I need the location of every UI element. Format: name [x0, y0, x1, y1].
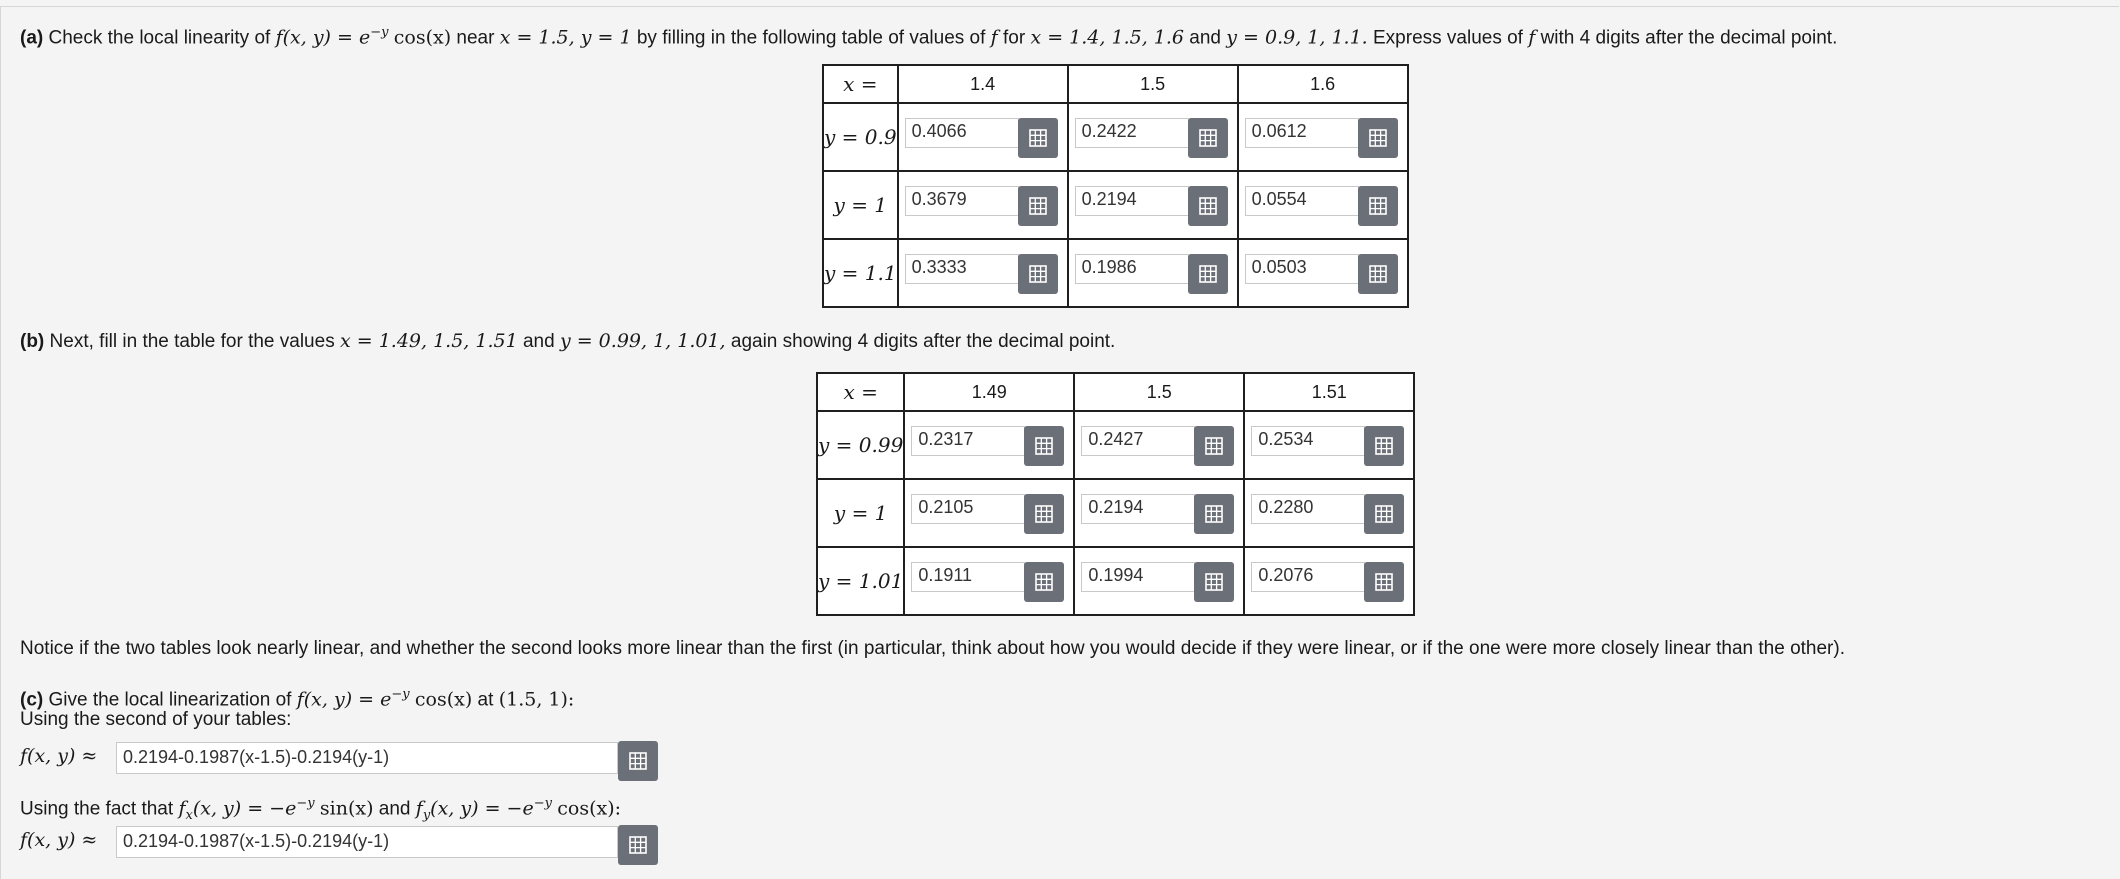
part-c-prompt: (c) Give the local linearization of f(x, $y) = e^{-y}$ cos(x) at (1.5, 1): [20, 687, 575, 711]
calculator-button[interactable] [1188, 186, 1228, 226]
table-row-header: y = 1.1 [823, 239, 898, 307]
answer-input[interactable]: 0.1986 [1075, 254, 1189, 284]
table-col-header: 1.51 [1244, 373, 1414, 411]
answer-input[interactable]: 0.2076 [1251, 562, 1365, 592]
approx-label: f(x, y) ≈ [20, 829, 98, 851]
answer-input[interactable]: 0.2534 [1251, 426, 1365, 456]
answer-input[interactable]: 0.1994 [1081, 562, 1195, 592]
calculator-icon [1029, 197, 1047, 215]
calculator-button[interactable] [1018, 186, 1058, 226]
answer-input[interactable]: 0.0503 [1245, 254, 1359, 284]
calculator-button[interactable] [1024, 494, 1064, 534]
table-a [822, 64, 1409, 308]
linearization-input-derivatives[interactable]: 0.2194-0.1987(x-1.5)-0.2194(y-1) [116, 826, 618, 858]
using-tables-text: Using the second of your tables: [20, 709, 292, 730]
calculator-icon [1369, 265, 1387, 283]
answer-input[interactable]: 0.2317 [911, 426, 1025, 456]
calculator-button[interactable] [618, 825, 658, 865]
calculator-button[interactable] [1024, 562, 1064, 602]
calculator-button[interactable] [1364, 494, 1404, 534]
table-col-header: 1.6 [1238, 65, 1408, 103]
calculator-icon [1205, 505, 1223, 523]
calculator-button[interactable] [1024, 426, 1064, 466]
calculator-icon [1205, 573, 1223, 591]
answer-input[interactable]: 0.1911 [911, 562, 1025, 592]
part-a-label: (a) [20, 27, 44, 49]
table-corner: x = [817, 373, 904, 411]
calculator-button[interactable] [1194, 494, 1234, 534]
calculator-icon [1375, 437, 1393, 455]
answer-input[interactable]: 0.2194 [1081, 494, 1195, 524]
table-col-header: 1.5 [1068, 65, 1238, 103]
calculator-icon [1369, 197, 1387, 215]
answer-input[interactable]: 0.3333 [905, 254, 1019, 284]
calculator-icon [1035, 505, 1053, 523]
part-a-prompt: (a) Check the local linearity of f(x, $y) = e^{-y}$ cos(x) near x = 1.5, y = 1 by filling in the following table of values of f for x = 1.4, 1.5, 1.6 and y = 0.9, 1, 1.1. Express values of f with 4 digits after the decimal point. [20, 25, 1838, 49]
calculator-icon [1029, 129, 1047, 147]
calculator-icon [1029, 265, 1047, 283]
calculator-button[interactable] [1018, 254, 1058, 294]
using-fact-text: Using the fact that $f_x(x$, $y) = -e^{-y}$ sin(x) and $f_y(x$, $y) = -e^{-y}$ cos(x): [20, 796, 622, 824]
answer-input[interactable]: 0.4066 [905, 118, 1019, 148]
calculator-button[interactable] [1018, 118, 1058, 158]
table-corner: x = [823, 65, 898, 103]
answer-input[interactable]: 0.2427 [1081, 426, 1195, 456]
table-row-header: y = 0.99 [817, 411, 904, 479]
calculator-button[interactable] [618, 741, 658, 781]
table-b [816, 372, 1415, 616]
answer-input[interactable]: 0.2105 [911, 494, 1025, 524]
answer-input[interactable]: 0.0554 [1245, 186, 1359, 216]
answer-input[interactable]: 0.0612 [1245, 118, 1359, 148]
calculator-icon [1199, 265, 1217, 283]
table-col-header: 1.5 [1074, 373, 1244, 411]
notice-text: Notice if the two tables look nearly linear, and whether the second looks more linear than the first (in particular, think about how you would decide if they were linear, or if the one were more closely linear than the other). [20, 638, 1845, 659]
calculator-icon [1035, 437, 1053, 455]
answer-input[interactable]: 0.2422 [1075, 118, 1189, 148]
calculator-button[interactable] [1358, 186, 1398, 226]
calculator-button[interactable] [1194, 562, 1234, 602]
table-col-header: 1.49 [904, 373, 1074, 411]
table-row-header: y = 0.9 [823, 103, 898, 171]
calculator-button[interactable] [1364, 426, 1404, 466]
part-b-prompt: (b) Next, fill in the table for the values x = 1.49, 1.5, 1.51 and y = 0.99, 1, 1.01, again showing 4 digits after the decimal point. [20, 330, 1116, 352]
calculator-icon [1375, 505, 1393, 523]
calculator-icon [1205, 437, 1223, 455]
approx-label: f(x, y) ≈ [20, 745, 98, 767]
calculator-button[interactable] [1358, 254, 1398, 294]
table-row-header: y = 1.01 [817, 547, 904, 615]
calculator-button[interactable] [1364, 562, 1404, 602]
calculator-button[interactable] [1194, 426, 1234, 466]
calculator-icon [629, 752, 647, 770]
calculator-icon [1199, 129, 1217, 147]
answer-input[interactable]: 0.3679 [905, 186, 1019, 216]
calculator-icon [629, 836, 647, 854]
calculator-button[interactable] [1188, 254, 1228, 294]
calculator-button[interactable] [1188, 118, 1228, 158]
part-c-label: (c) [20, 689, 44, 711]
calculator-icon [1375, 573, 1393, 591]
part-b-label: (b) [20, 331, 45, 352]
answer-input[interactable]: 0.2194 [1075, 186, 1189, 216]
table-row-header: y = 1 [817, 479, 904, 547]
calculator-button[interactable] [1358, 118, 1398, 158]
calculator-icon [1369, 129, 1387, 147]
answer-input[interactable]: 0.2280 [1251, 494, 1365, 524]
calculator-icon [1035, 573, 1053, 591]
table-col-header: 1.4 [898, 65, 1068, 103]
calculator-icon [1199, 197, 1217, 215]
linearization-input-tables[interactable]: 0.2194-0.1987(x-1.5)-0.2194(y-1) [116, 742, 618, 774]
table-row-header: y = 1 [823, 171, 898, 239]
